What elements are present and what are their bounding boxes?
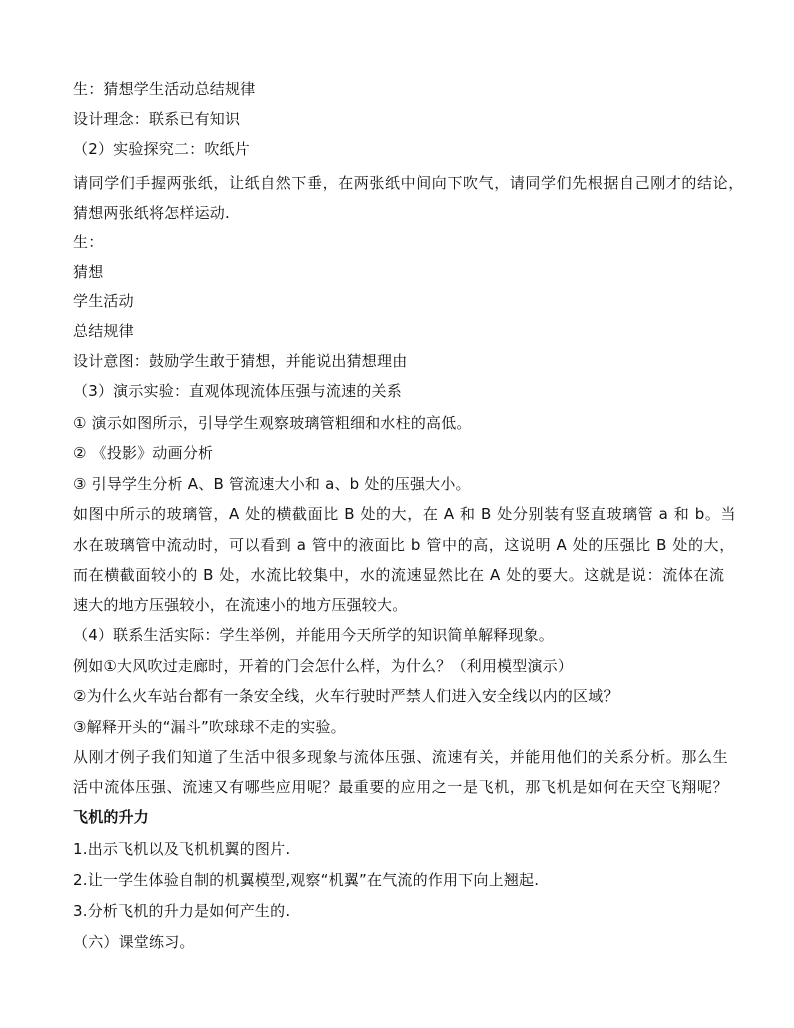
list-item: 3.分析飞机的升力是如何产生的.: [73, 902, 291, 920]
text-line: 学生活动: [73, 292, 134, 310]
list-item: 例如①大风吹过走廊时，开着的门会怎什么样，为什么？（利用模型演示）: [73, 657, 574, 675]
subheading: 飞机的升力: [73, 808, 150, 826]
text-line: 总结规律: [73, 322, 134, 340]
section-heading: （六）课堂练习。: [73, 933, 195, 951]
paragraph-line: 猜想两张纸将怎样运动.: [73, 204, 230, 222]
paragraph-line: 水在玻璃管中流动时，可以看到 a 管中的液面比 b 管中的高，这说明 A 处的压强比 B 处的大，: [73, 536, 735, 554]
text-line: 生：猜想学生活动总结规律: [73, 80, 256, 98]
list-item: ③ 引导学生分析 A、B 管流速大小和 a、b 处的压强大小。: [73, 475, 471, 493]
section-heading: （2）实验探究二：吹纸片: [73, 140, 250, 158]
paragraph-line: 如图中所示的玻璃管，A 处的横截面比 B 处的大，在 A 和 B 处分别装有竖直玻璃管 a 和 b。当: [73, 505, 737, 523]
text-line: 设计理念：联系已有知识: [73, 110, 241, 128]
text-line: 猜想: [73, 263, 104, 281]
list-item: ① 演示如图所示，引导学生观察玻璃管粗细和水柱的高低。: [73, 414, 472, 432]
paragraph-line: 请同学们手握两张纸，让纸自然下垂，在两张纸中间向下吹气，请同学们先根据自己刚才的结论，: [73, 174, 744, 192]
list-item: ③解释开头的“漏斗”吹球球不走的实验。: [73, 718, 346, 736]
list-item: 2.让一学生体验自制的机翼模型,观察“机翼”在气流的作用下向上翘起.: [73, 871, 540, 889]
text-line: 生：: [73, 233, 104, 251]
list-item: 1.出示飞机以及飞机机翼的图片.: [73, 840, 291, 858]
list-item: ② 《投影》动画分析: [73, 444, 214, 462]
paragraph-line: 活中流体压强、流速又有哪些应用呢？最重要的应用之一是飞机，那飞机是如何在天空飞翔呢？: [73, 778, 729, 796]
paragraph-line: 速大的地方压强较小，在流速小的地方压强较大。: [73, 596, 408, 614]
section-heading: （3）演示实验：直观体现流体压强与流速的关系: [73, 382, 402, 400]
paragraph-line: 而在横截面较小的 B 处，水流比较集中，水的流速显然比在 A 处的要大。这就是说：流体在流: [73, 566, 725, 584]
list-item: ②为什么火车站台都有一条安全线，火车行驶时严禁人们进入安全线以内的区域？: [73, 687, 619, 705]
paragraph-line: 从刚才例子我们知道了生活中很多现象与流体压强、流速有关，并能用他们的关系分析。那么生: [73, 748, 729, 766]
text-line: 设计意图：鼓励学生敢于猜想，并能说出猜想理由: [73, 352, 408, 370]
section-heading: （4）联系生活实际：学生举例，并能用今天所学的知识简单解释现象。: [73, 626, 554, 644]
